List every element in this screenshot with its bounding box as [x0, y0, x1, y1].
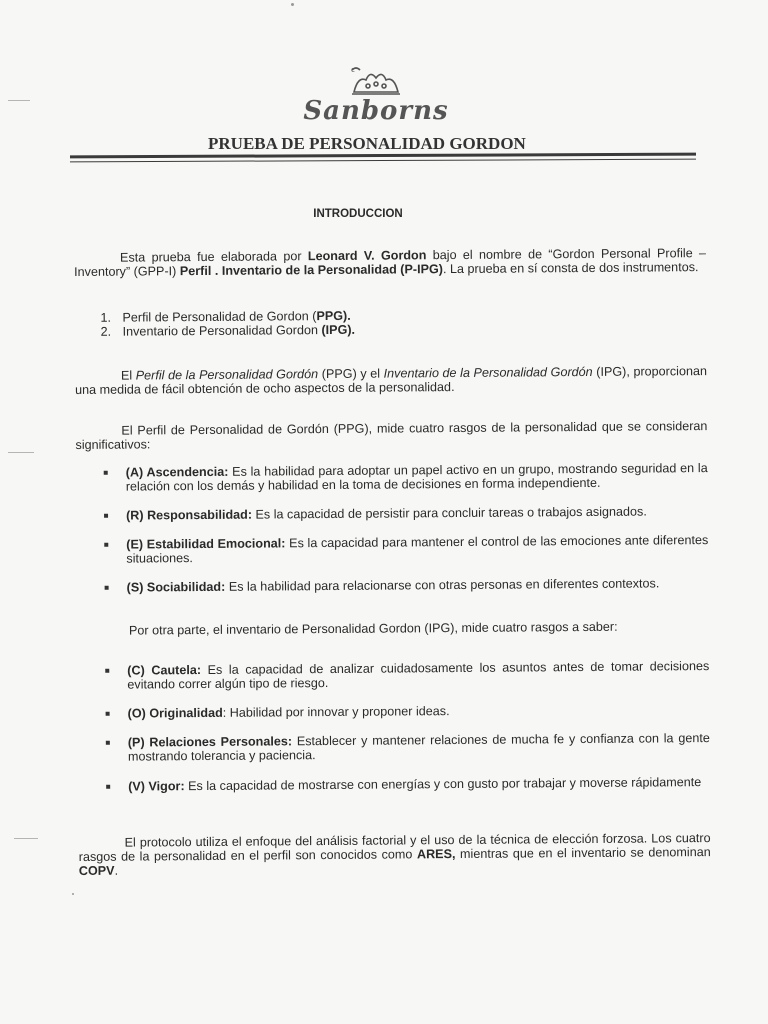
list-item: 1. Perfil de Personalidad de Gordon (PPG). — [100, 308, 351, 325]
margin-mark — [14, 838, 38, 839]
bullet-icon — [106, 741, 110, 745]
trait-item: (R) Responsabilidad: Es la capacidad de persistir para concluir tareas o trabajos asignados. — [76, 504, 708, 523]
trait-item: (O) Originalidad: Habilidad por innovar y proponer ideas. — [78, 702, 710, 721]
company-logo — [296, 62, 456, 132]
trait-item: (C) Cautela: Es la capacidad de analizar cuidadosamente los asuntos antes de tomar decisiones evitando correr algún tipo de riesgo. — [77, 659, 709, 692]
bullet-icon — [104, 514, 108, 518]
bullet-icon — [105, 586, 109, 590]
margin-mark — [8, 452, 34, 453]
intro-paragraph: Esta prueba fue elaborada por Leonard V. Gordon bajo el nombre de “Gordon Personal Profile – Inventory” (GPP-I) Perfil . Inventario de la Personalidad (P-IPG). La prueba en sí consta de dos instrumentos. — [74, 246, 707, 279]
trait-item: (P) Relaciones Personales: Establecer y mantener relaciones de mucha fe y confianza con la gente mostrando tolerancia y paciencia. — [78, 731, 710, 764]
scan-speck — [291, 3, 294, 6]
bullet-icon — [104, 471, 108, 475]
list-item: 2. Inventario de Personalidad Gordon (IPG). — [100, 322, 356, 339]
trait-item: (A) Ascendencia: Es la habilidad para adoptar un papel activo en un grupo, mostrando seguridad en la relación con los demás y habilidad en la toma de decisiones en forma independiente. — [76, 461, 708, 494]
document-title: PRUEBA DE PERSONALIDAD GORDON — [208, 134, 526, 153]
protocol-paragraph: El protocolo utiliza el enfoque del análisis factorial y el uso de la técnica de elección forzosa. Los cuatro rasgos de la personalidad en el perfil son conocidos como ARES, mientras que en el inventario se denominan COPV. — [78, 831, 711, 878]
ppg-paragraph: El Perfil de Personalidad de Gordón (PPG), mide cuatro rasgos de la personalidad que se consideran significativos: — [75, 419, 708, 452]
trait-item: (S) Sociabilidad: Es la habilidad para relacionarse con otras personas en diferentes contextos. — [77, 576, 709, 595]
svg-text:c: c — [351, 66, 355, 74]
bullet-icon — [106, 712, 110, 716]
logo-wordmark: Sanborns — [303, 96, 449, 126]
instrument-list — [100, 308, 500, 339]
bullet-icon — [104, 543, 108, 547]
ipg-paragraph: Por otra parte, el inventario de Personalidad Gordon (IPG), mide cuatro rasgos a saber: — [128, 619, 618, 638]
trait-item: (E) Estabilidad Emocional: Es la capacidad para mantener el control de las emociones ante diferentes situaciones. — [76, 533, 708, 566]
bullet-icon — [105, 669, 109, 673]
title-rule-thick — [70, 153, 696, 159]
title-rule-thin — [70, 159, 696, 163]
author-name: Leonard V. Gordon — [307, 248, 427, 264]
overview-paragraph: El Perfil de la Personalidad Gordón (PPG) y el Inventario de la Personalidad Gordón (IPG), proporcionan una medida de fácil obtención de ocho aspectos de la personalidad. — [75, 364, 707, 397]
trait-item: (V) Vigor: Es la capacidad de mostrarse con energías y con gusto por trabajar y moverse rápidamente — [78, 775, 710, 794]
section-heading: INTRODUCCION — [313, 208, 403, 220]
scan-speck — [72, 893, 74, 895]
margin-mark — [8, 100, 30, 101]
bullet-icon — [106, 785, 110, 789]
